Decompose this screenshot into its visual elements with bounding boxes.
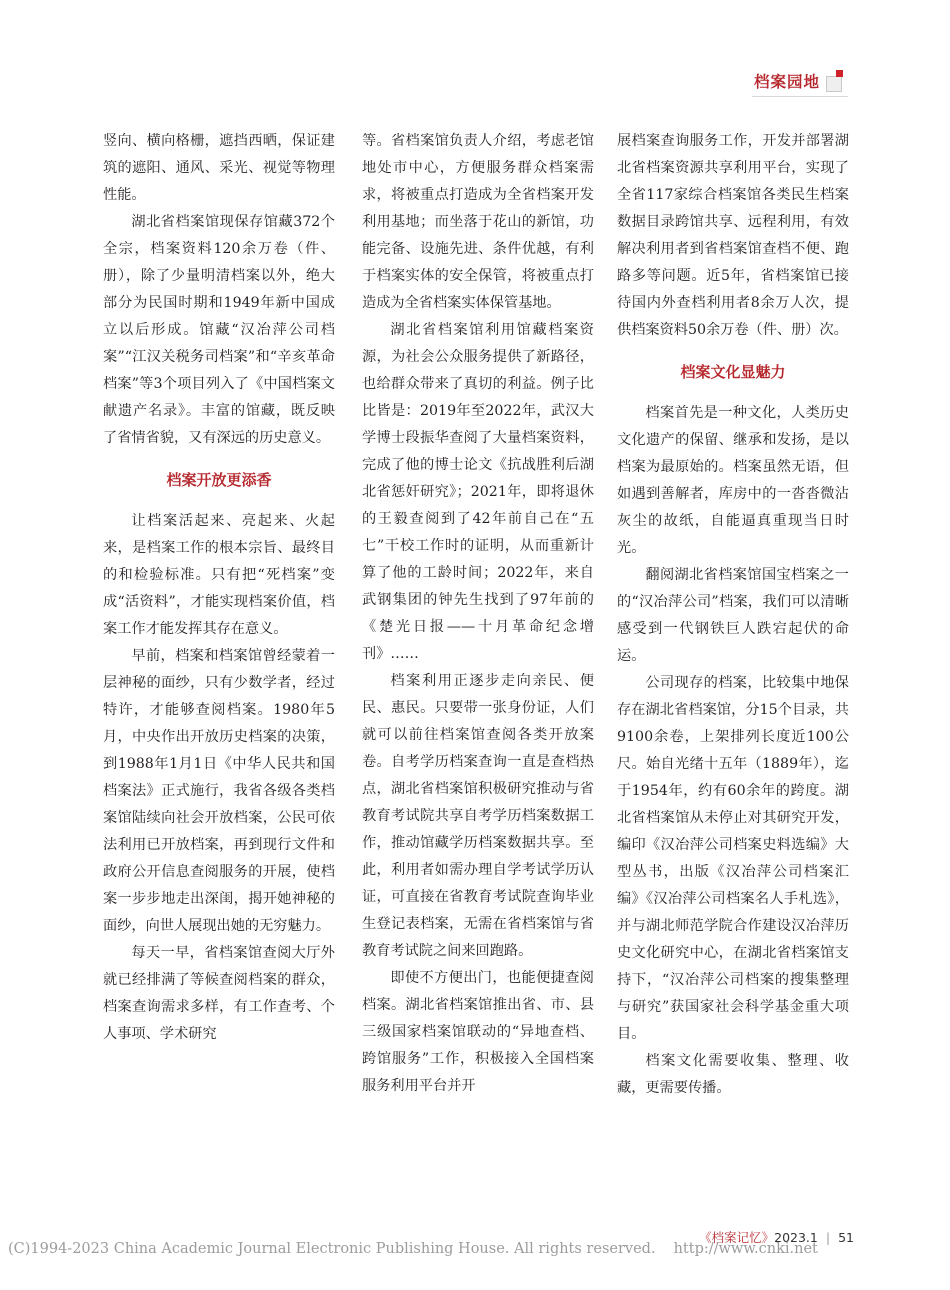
footer-separator: | [825,1229,831,1245]
paragraph: 即使不方便出门，也能便捷查阅档案。湖北省档案馆推出省、市、县三级国家档案馆联动的“异地查档、跨馆服务”工作，积极接入全国档案服务利用平台并开 [362,970,594,1094]
section-label: 档案园地 [753,73,820,91]
copyright-url[interactable]: http://www.cnki.net [673,1241,818,1257]
section-header [754,70,848,92]
paragraph: 让档案活起来、亮起来、火起来，是档案工作的根本宗旨、最终目的和检验标准。只有把“死档案”变成“活资料”，才能实现档案价值，档案工作才能发挥其存在意义。 [103,513,335,637]
paragraph: 档案文化需要收集、整理、收藏，更需要传播。 [617,1053,849,1096]
section-heading: 档案开放更添香 [166,471,272,489]
paragraph: 展档案查询服务工作，开发并部署湖北省档案资源共享利用平台，实现了全省117家综合档案馆各类民生档案数据目录跨馆共享、远程利用，有效解决利用者到省档案馆查档不便、跑路多等问题。近5年，省档案馆已接待国内外查档利用者8余万人次，提供档案资料50余万卷（件、册）次。 [617,133,849,338]
paragraph: 湖北省档案馆现保存馆藏372个全宗，档案资料120余万卷（件、册），除了少量明清档案以外，绝大部分为民国时期和1949年新中国成立以后形成。馆藏“汉冶萍公司档案”“江汉关税务司档案”和“辛亥革命档案”等3个项目列入了《中国档案文献遗产名录》。丰富的馆藏，既反映了省情省貌，又有深远的历史意义。 [103,214,335,446]
column-2 [362,128,594,1100]
paragraph: 等。省档案馆负责人介绍，考虑老馆地处市中心，方便服务群众档案需求，将被重点打造成为全省档案开发利用基地；而坐落于花山的新馆，功能完备、设施先进、条件优越，有利于档案实体的安全保管，将被重点打造成为全省档案实体保管基地。 [362,133,594,311]
paragraph: 每天一早，省档案馆查阅大厅外就已经排满了等候查阅档案的群众，档案查询需求多样，有工作查考、个人事项、学术研究 [103,945,335,1042]
paragraph: 湖北省档案馆利用馆藏档案资源，为社会公众服务提供了新路径，也给群众带来了真切的利益。例子比比皆是：2019年至2022年，武汉大学博士段振华查阅了大量档案资料，完成了他的博士论文《抗战胜利后湖北省惩奸研究》；2021年，即将退休的王毅查阅到了42年前自己在“五七”干校工作时的证明，从而重新计算了他的工龄时间；2022年，来自武钢集团的钟先生找到了97年前的《楚光日报——十月革命纪念增刊》…… [362,322,594,662]
paragraph: 公司现存的档案，比较集中地保存在湖北省档案馆，分15个目录，共9100余卷，上架排列长度近100公尺。始自光绪十五年（1889年），迄于1954年，约有60余年的跨度。湖北省档案馆从未停止对其研究开发，编印《汉冶萍公司档案史料选编》大型丛书，出版《汉冶萍公司档案汇编》《汉冶萍公司档案名人手札选》，并与湖北师范学院合作建设汉冶萍历史文化研究中心，在湖北省档案馆支持下，“汉冶萍公司档案的搜集整理与研究”获国家社会科学基金重大项目。 [617,675,849,1042]
section-heading: 档案文化显魅力 [680,363,786,381]
copyright-text: (C)1994-2023 China Academic Journal Electronic Publishing House. All rights reserved. [8,1241,656,1257]
issue-number: 2023.1 [774,1229,818,1245]
paragraph: 早前，档案和档案馆曾经蒙着一层神秘的面纱，只有少数学者，经过特许，才能够查阅档案。1980年5月，中央作出开放历史档案的决策，到1988年1月1日《中华人民共和国档案法》正式施行，我省各级各类档案馆陆续向社会开放档案，公民可依法利用已开放档案，再到现行文件和政府公开信息查阅服务的开展，使档案一步步地走出深闺，揭开她神秘的面纱，向世人展现出她的无穷魅力。 [103,648,335,934]
column-1 [103,128,335,1048]
paragraph: 竖向、横向格栅，遮挡西晒，保证建筑的遮阳、通风、采光、视觉等物理性能。 [103,133,335,203]
magazine-title: 《档案记忆》 [699,1230,775,1245]
paragraph: 档案利用正逐步走向亲民、便民、惠民。只要带一张身份证，人们就可以前往档案馆查阅各类开放案卷。自考学历档案查询一直是查档热点，湖北省档案馆积极研究推动与省教育考试院共享自考学历档案数据工作，推动馆藏学历档案数据共享。至此，利用者如需办理自学考试学历认证，可直接在省教育考试院查询毕业生登记表档案，无需在省档案馆与省教育考试院之间来回跑路。 [362,673,594,959]
header-decoration-icon [826,70,848,92]
header-rule [752,96,848,97]
column-3 [617,128,849,1102]
page-number: 51 [838,1229,854,1245]
copyright-watermark [8,1241,818,1257]
paragraph: 档案首先是一种文化，人类历史文化遗产的保留、继承和发扬，是以档案为最原始的。档案虽然无语，但如遇到善解者，库房中的一沓沓微沾灰尘的故纸，自能逼真重现当日时光。 [617,405,849,556]
paragraph: 翻阅湖北省档案馆国宝档案之一的“汉冶萍公司”档案，我们可以清晰感受到一代钢铁巨人跌宕起伏的命运。 [617,567,849,664]
